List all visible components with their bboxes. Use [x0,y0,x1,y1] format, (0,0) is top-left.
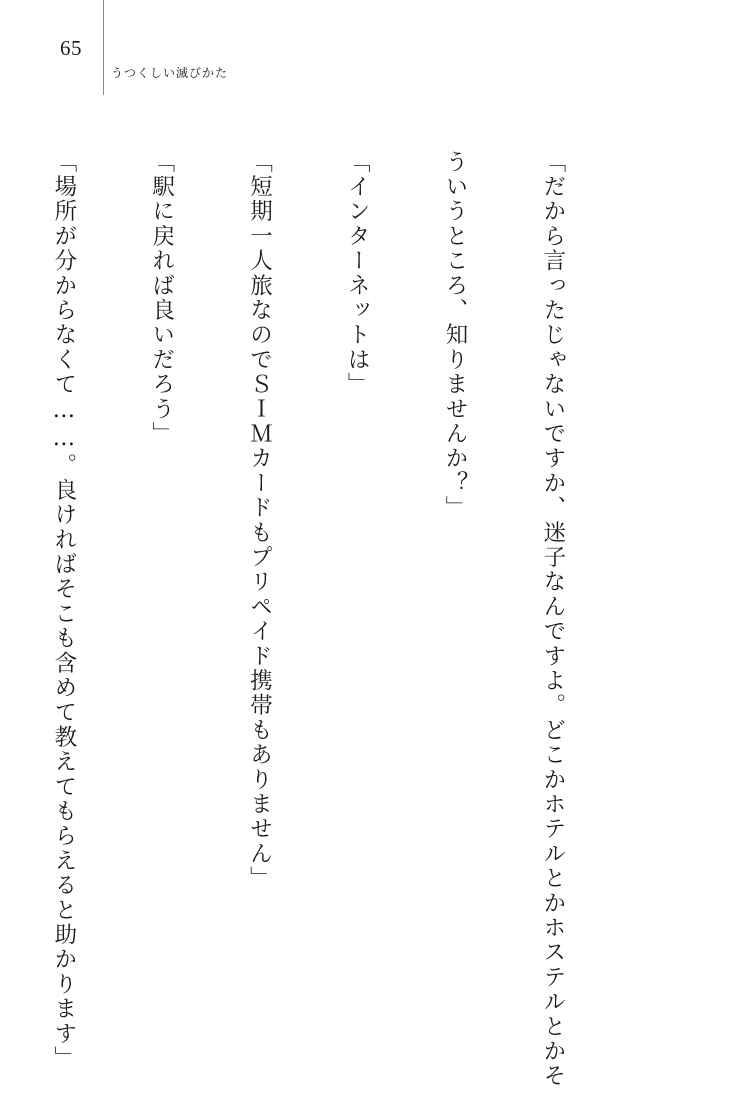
body-text [50,150,634,1089]
text-line: 「短期一人旅なのでＳＩＭカードもプリペイド携帯もありません」 [246,150,273,891]
text-line: 「場所が分からなくて……。良ければそこも含めて教えてもらえると助かります」 [50,150,77,1071]
text-line: ういうところ、知りませんか？」 [442,150,469,521]
text-line: 「だから言ったじゃないですか、迷子なんですよ。どこかホテルとかホステルとかそ [539,150,566,1089]
page-number: 65 [60,36,82,60]
text-line: 「インターネットは」 [344,150,371,397]
header-divider-line [103,0,104,95]
text-line: 「駅に戻れば良いだろう」 [148,150,175,447]
running-title: うつくしい滅びかた [111,66,229,80]
